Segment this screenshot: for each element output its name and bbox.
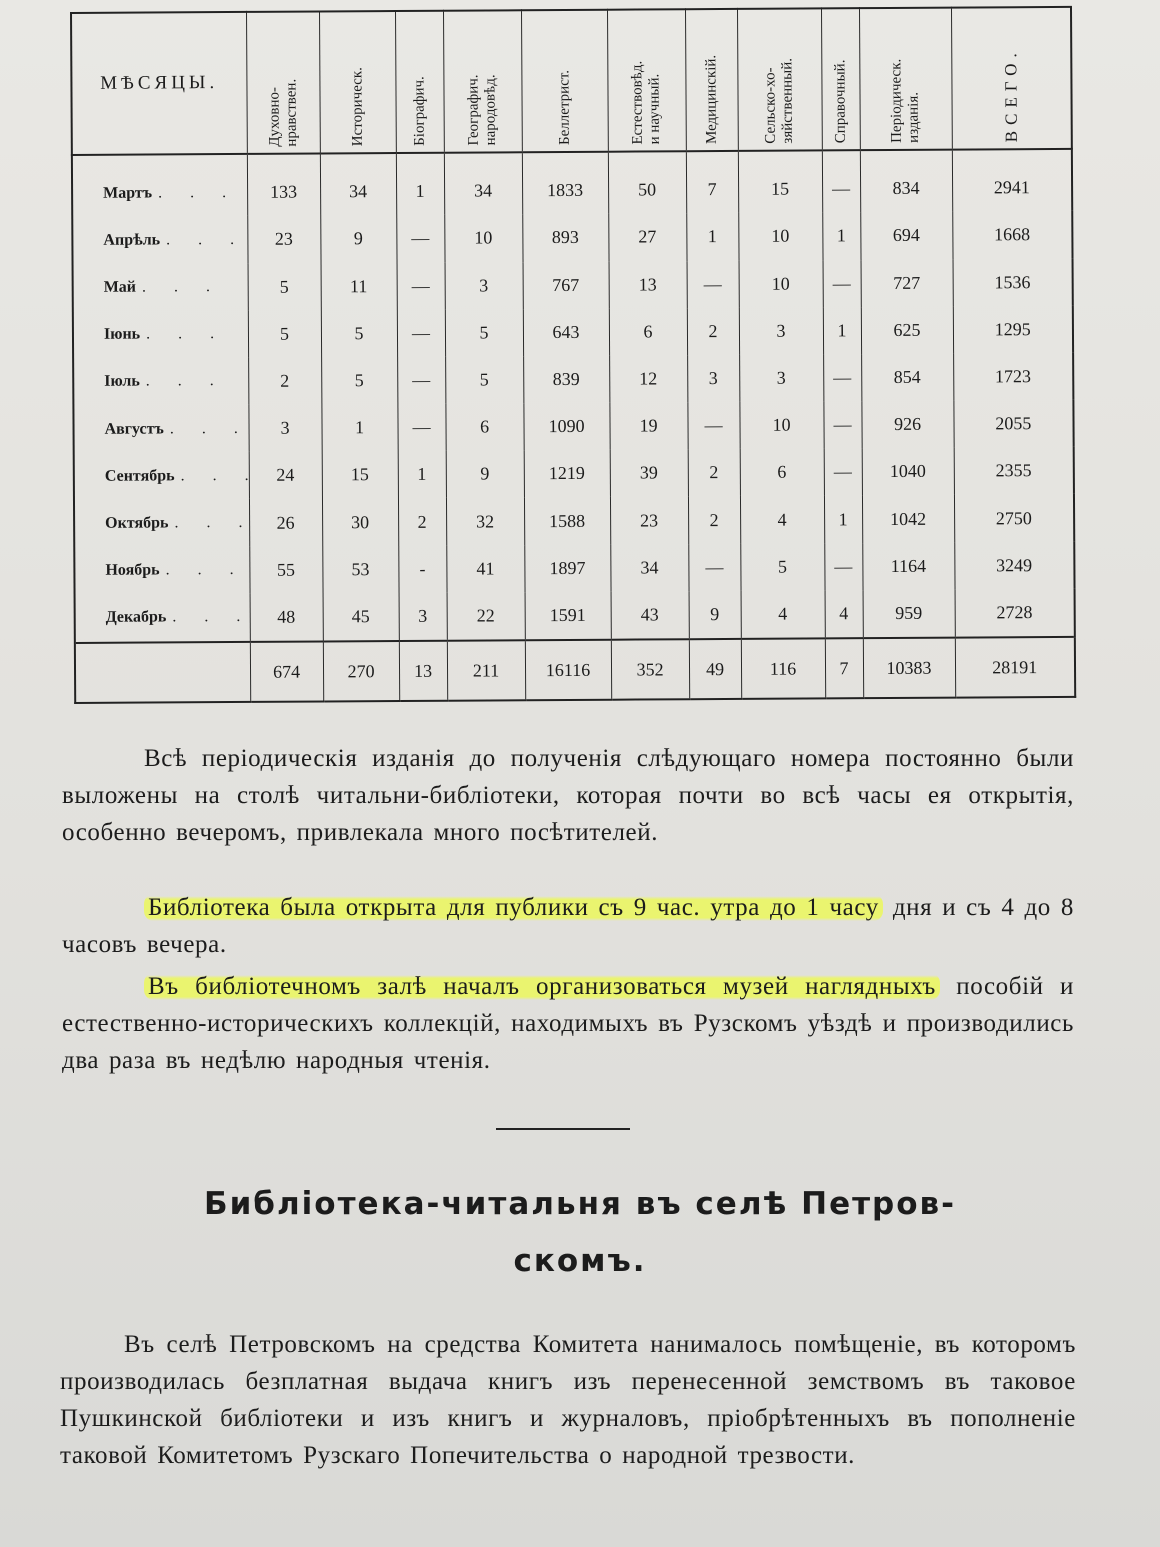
table-cell: 1536	[953, 258, 1073, 306]
table-row	[72, 211, 1072, 264]
total-cell: 28191	[955, 637, 1075, 698]
table-cell: 23	[247, 216, 320, 264]
table-cell: 1090	[523, 403, 609, 451]
months-column-header: МѢСЯЦЫ.	[71, 12, 247, 155]
total-cell: 13	[399, 641, 447, 701]
leader-dots: . . .	[180, 466, 261, 485]
table-cell: 30	[322, 498, 398, 546]
table-cell: 1	[824, 496, 862, 543]
totals-row	[75, 637, 1075, 703]
table-cell: —	[687, 402, 739, 449]
table-cell: 19	[609, 402, 687, 450]
table-cell: 1	[398, 451, 446, 498]
table-cell: 53	[322, 546, 398, 594]
table-cell: 5	[248, 263, 321, 311]
total-cell: 674	[250, 641, 323, 701]
table-cell: 11	[321, 263, 397, 311]
table-cell: 15	[738, 150, 822, 213]
table-cell: 50	[608, 151, 686, 214]
leader-dots: . . .	[145, 372, 226, 391]
table-cell: —	[397, 357, 445, 404]
total-cell: 352	[611, 639, 689, 699]
column-header: Сельско-хо- зяйственный.	[737, 8, 822, 151]
month-cell	[73, 263, 248, 311]
table-cell: 694	[860, 212, 952, 260]
table-row	[72, 149, 1072, 217]
month-label: Іюнь	[103, 325, 141, 344]
column-header: Біографич.	[395, 11, 444, 153]
table-cell: 27	[608, 214, 686, 262]
table-cell: —	[687, 260, 739, 307]
month-cell	[72, 154, 247, 217]
table-cell: 6	[445, 403, 523, 451]
column-header: Историческ.	[319, 11, 396, 153]
table-cell: 10	[739, 260, 823, 308]
total-cell: 211	[447, 640, 525, 700]
table-cell: 34	[610, 544, 688, 592]
table-cell: 43	[611, 591, 689, 640]
month-cell	[75, 594, 253, 643]
month-label: Августъ	[104, 420, 164, 438]
table-cell: 2355	[954, 447, 1074, 495]
total-cell: 16116	[525, 640, 611, 701]
table-cell: —	[824, 448, 862, 495]
table-cell: 4	[825, 590, 863, 638]
table-cell: 1	[396, 153, 444, 216]
table-cell: 22	[447, 592, 525, 641]
table-cell: 6	[740, 449, 824, 497]
column-header: Справочный.	[821, 8, 860, 150]
table-row	[74, 541, 1074, 594]
table-cell: 4	[740, 496, 824, 544]
highlighted-text: Въ библіотечномъ залѣ началъ организоваться музей наглядныхъ	[144, 973, 940, 1000]
table-row	[73, 258, 1073, 311]
table-cell: 1	[321, 404, 397, 452]
table-cell: 767	[523, 261, 609, 309]
leader-dots: . . .	[169, 419, 250, 438]
table-cell: 10	[739, 401, 823, 449]
table-cell: 3	[739, 307, 823, 355]
table-cell: 55	[249, 546, 322, 594]
table-cell: —	[397, 404, 445, 451]
table-row	[75, 589, 1075, 643]
table-cell: 2055	[953, 400, 1073, 448]
table-cell: 625	[861, 306, 953, 354]
table-cell: 3	[399, 592, 447, 641]
column-header: Беллетрист.	[521, 10, 608, 153]
table-cell: 2941	[952, 149, 1072, 212]
column-header: Періодическ. изданія.	[859, 8, 952, 151]
total-cell: 10383	[863, 638, 955, 699]
total-cell: 7	[825, 638, 863, 698]
month-label: Мартъ	[103, 184, 153, 202]
section-title-line1: Библіотека-читальня въ селѣ Петров-	[203, 1186, 957, 1222]
table-cell: 1668	[952, 211, 1072, 259]
table-cell: 1219	[524, 450, 610, 498]
month-cell	[73, 311, 248, 359]
paragraph-opening-hours: Библіотека была открыта для публики съ 9 час. утра до 1 часу дня и съ 4 до 8 часовъ вечера.	[62, 894, 1074, 958]
table-cell: 1295	[953, 306, 1073, 354]
table-cell: 643	[523, 308, 609, 356]
table-header	[71, 7, 1072, 155]
month-cell	[74, 499, 255, 547]
table-cell: 5	[248, 310, 321, 358]
table-cell: 6	[609, 308, 687, 356]
table-cell: 3	[445, 262, 523, 310]
table-cell: 10	[444, 215, 522, 263]
table-cell: 133	[247, 153, 320, 216]
section-divider	[496, 1128, 630, 1130]
table-cell: 5	[445, 309, 523, 357]
table-cell: 48	[250, 593, 323, 642]
paragraph-petrovskoe: Въ селѣ Петровскомъ на средства Комитета нанималось помѣщеніе, въ которомъ производилась безплатная выдача книгъ изъ перенесенной земствомъ въ таковое Пушкинской библіотеки и изъ книгъ и журналовъ, пріобрѣтенныхъ въ пополненіе таковой Комитетомъ Рузскаго Попечительства о народной трезвости.	[60, 1331, 1076, 1469]
column-header: Естествовѣд. и научный.	[607, 9, 686, 151]
month-label: Іюль	[104, 373, 140, 391]
paragraph-museum: Въ библіотечномъ залѣ началъ организоваться музей наглядныхъ пособій и естественно-историческихъ коллекцій, находимыхъ въ Рузскомъ уѣздѣ и производились два раза въ недѣлю народныя чтенія.	[62, 973, 1074, 1074]
column-header: Духовно- нравствен.	[246, 11, 320, 153]
table-cell: —	[823, 354, 861, 401]
table-cell: 2750	[954, 494, 1074, 542]
month-label: Октябрь	[105, 514, 169, 532]
totals-label-cell	[75, 642, 250, 703]
table-cell: 9	[320, 215, 396, 263]
leader-dots: . . .	[146, 325, 227, 343]
month-cell	[73, 358, 248, 406]
table-cell: 5	[321, 357, 397, 405]
table-cell: 5	[445, 356, 523, 404]
month-label: Май	[103, 278, 137, 296]
table-cell: 39	[610, 449, 688, 497]
table-cell: 34	[320, 153, 396, 216]
table-cell: 3	[739, 354, 823, 402]
highlighted-text: Библіотека была открыта для публики съ 9 час. утра до 1 часу	[144, 894, 883, 921]
table-cell: 727	[861, 259, 953, 307]
column-header: Географич. народовѣд.	[443, 10, 522, 152]
month-cell	[73, 405, 248, 453]
month-cell	[74, 547, 249, 595]
table-cell: —	[824, 543, 862, 590]
table-cell: 4	[741, 590, 825, 639]
table-cell: —	[688, 544, 740, 591]
table-cell: 5	[740, 543, 824, 591]
table-cell: 3249	[954, 541, 1074, 589]
total-cell: 49	[689, 639, 741, 699]
table-cell: 1164	[862, 542, 954, 590]
table-cell: 1	[823, 307, 861, 354]
table-cell: 854	[861, 354, 953, 402]
table-cell: 23	[610, 497, 688, 545]
table-cell: 10	[738, 213, 822, 261]
table-cell: 2728	[955, 589, 1075, 638]
table-row	[74, 494, 1074, 547]
month-cell	[72, 216, 247, 264]
table-cell: 24	[249, 452, 322, 500]
table-cell: 7	[686, 151, 738, 214]
leader-dots: . . .	[172, 608, 253, 626]
table-cell: 32	[446, 498, 524, 546]
table-cell: —	[822, 150, 860, 213]
table-row	[74, 447, 1074, 500]
table-cell: 1897	[524, 544, 610, 592]
table-totals	[75, 637, 1075, 703]
paragraph-periodicals: Всѣ періодическія изданія до полученія слѣдующаго номера постоянно были выложены на столѣ читальни-библіотеки, которая почти во всѣ часы ея открытія, особенно вечеромъ, привлекала много посѣтителей.	[62, 745, 1074, 846]
table-cell: 34	[444, 152, 522, 215]
month-label: Сентябрь	[104, 467, 175, 485]
month-label: Апрѣль	[103, 231, 161, 249]
table-cell: 1040	[862, 448, 954, 496]
leader-dots: . . .	[141, 278, 223, 296]
table-cell: 1042	[862, 495, 954, 543]
table-body	[72, 149, 1075, 643]
table-cell: 9	[446, 450, 524, 498]
table-cell: 2	[398, 498, 446, 545]
table-cell: 839	[523, 356, 609, 404]
table-cell: 2	[688, 496, 740, 543]
month-label: Ноябрь	[105, 561, 160, 579]
table-cell: 926	[861, 401, 953, 449]
table-cell: 1	[686, 213, 738, 260]
table-cell: —	[823, 260, 861, 307]
column-header: Медицинскій.	[685, 9, 738, 151]
monthly-statistics-table	[70, 6, 1076, 704]
leader-dots: . . .	[174, 513, 255, 532]
table-cell: 2	[248, 357, 321, 405]
leader-dots: . . .	[165, 561, 246, 579]
total-cell: 116	[741, 638, 825, 699]
table-cell: 1833	[522, 152, 608, 215]
table-cell: 5	[321, 310, 397, 358]
table-cell: 12	[609, 355, 687, 403]
table-cell: -	[398, 545, 446, 592]
table-cell: —	[823, 401, 861, 448]
table-cell: —	[397, 262, 445, 309]
leader-dots: . . .	[158, 183, 239, 202]
table-row	[73, 400, 1073, 453]
total-column-header: ВСЕГО.	[951, 7, 1072, 150]
table-cell: 2	[687, 308, 739, 355]
table-cell: 26	[249, 499, 322, 547]
table-cell: 2	[688, 449, 740, 496]
table-cell: 45	[323, 593, 399, 642]
table-row	[73, 353, 1073, 406]
month-cell	[74, 452, 261, 500]
table-cell: 13	[609, 261, 687, 309]
month-label: Декабрь	[105, 608, 167, 627]
table-cell: 3	[248, 405, 321, 453]
leader-dots: . . .	[166, 230, 247, 249]
table-cell: 893	[522, 214, 608, 262]
table-cell: —	[396, 215, 444, 262]
table-cell: 959	[863, 589, 955, 638]
table-cell: 9	[689, 591, 741, 640]
table-cell: 41	[446, 545, 524, 593]
table-cell: 3	[687, 355, 739, 402]
table-row	[73, 306, 1073, 359]
table-cell: —	[397, 309, 445, 356]
table-cell: 1723	[953, 353, 1073, 401]
table-cell: 834	[860, 150, 952, 213]
total-cell: 270	[323, 641, 399, 701]
table-cell: 1591	[525, 591, 611, 640]
section-title-line2: скомъ.	[513, 1243, 647, 1279]
table-cell: 15	[322, 451, 398, 499]
table-cell: 1	[822, 213, 860, 260]
table-cell: 1588	[524, 497, 610, 545]
